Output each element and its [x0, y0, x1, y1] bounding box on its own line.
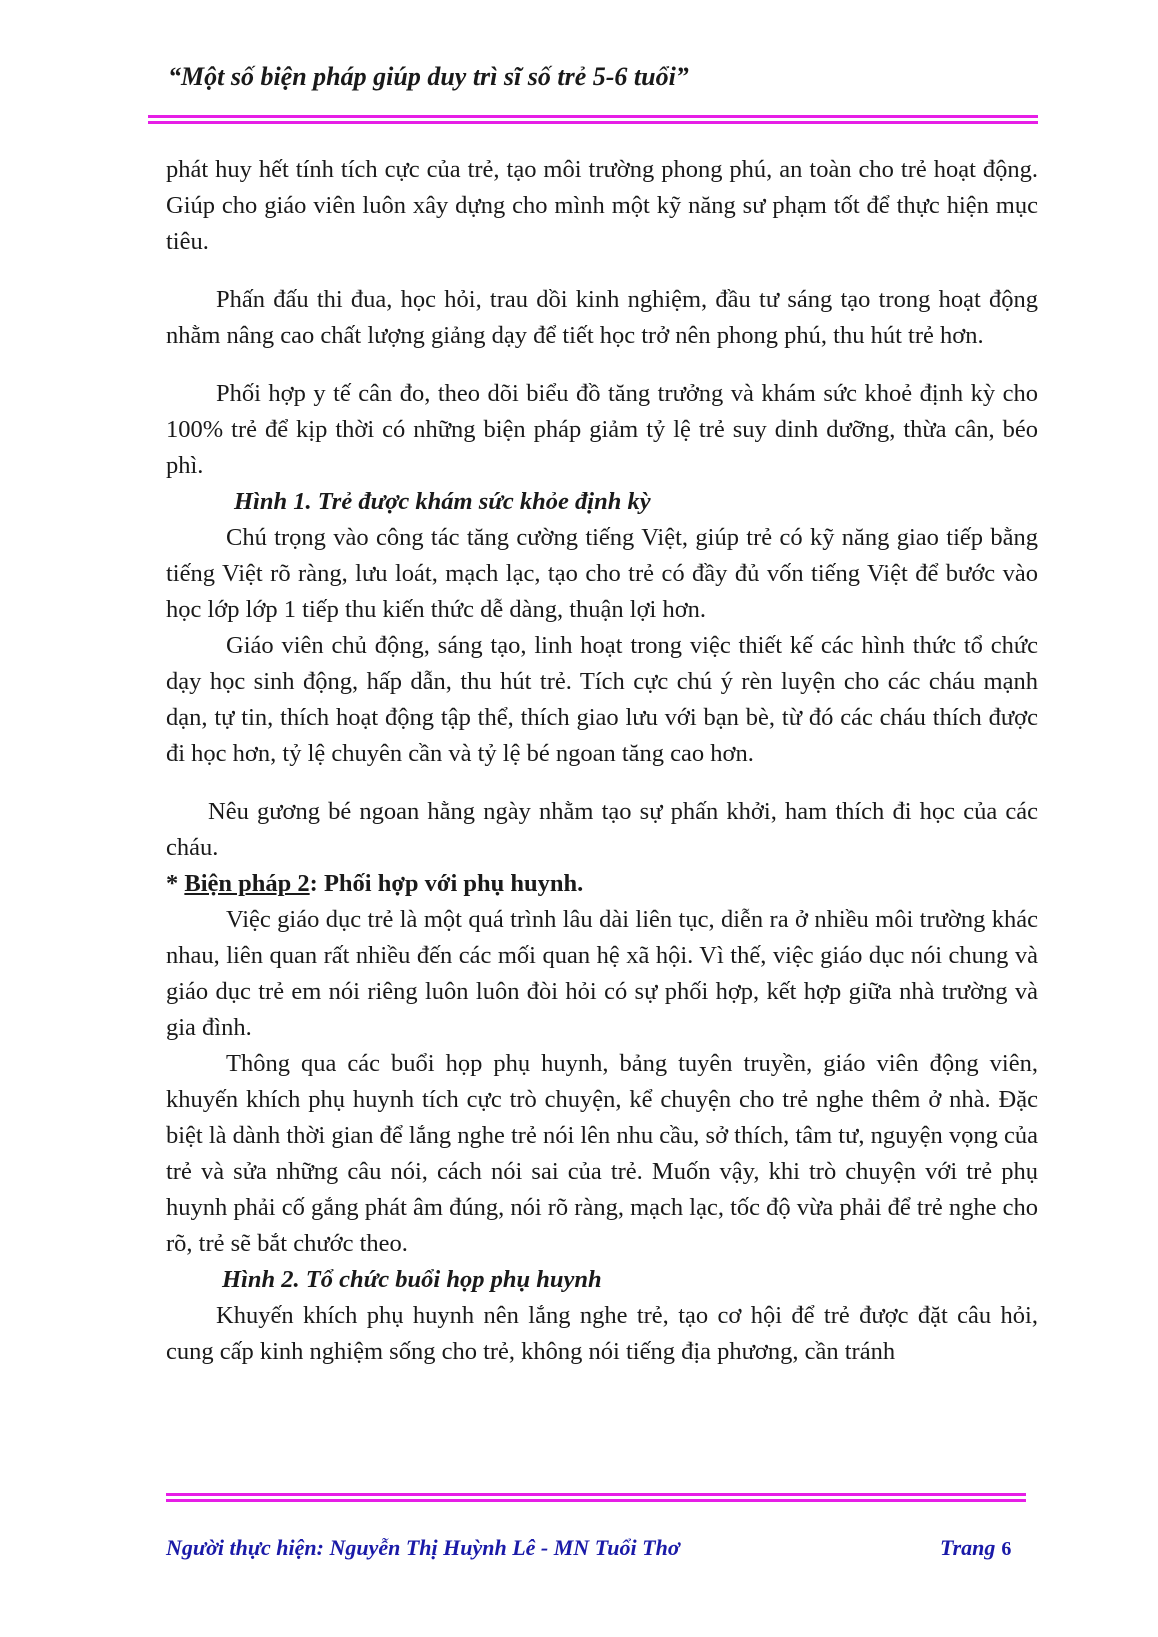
paragraph-2: Phấn đấu thi đua, học hỏi, trau dồi kinh nghiệm, đầu tư sáng tạo trong hoạt động nhằm nâng cao chất lượng giảng dạy để tiết học trở nên phong phú, thu hút trẻ hơn.	[166, 286, 1038, 349]
paragraph-9: Khuyến khích phụ huynh nên lắng nghe trẻ, tạo cơ hội để trẻ được đặt câu hỏi, cung cấp kinh nghiệm sống cho trẻ, không nói tiếng địa phương, cần tránh	[166, 1302, 1038, 1365]
paragraph-8: Thông qua các buổi họp phụ huynh, bảng tuyên truyền, giáo viên động viên, khuyến khích phụ huynh tích cực trò chuyện, kể chuyện cho trẻ nghe thêm ở nhà. Đặc biệt là dành thời gian để lắng nghe trẻ nói lên nhu cầu, sở thích, tâm tư, nguyện vọng của trẻ và sửa những câu nói, cách nói sai của trẻ. Muốn vậy, khi trò chuyện với trẻ phụ huynh phải cố gắng phát âm đúng, nói rõ ràng, mạch lạc, tốc độ vừa phải để trẻ nghe cho rõ, trẻ sẽ bắt chước theo.	[166, 1050, 1038, 1257]
heading-star: *	[166, 870, 185, 897]
figure-caption-2: Hình 2. Tổ chức buổi họp phụ huynh	[222, 1266, 602, 1293]
footer-page-number: 6	[1001, 1538, 1012, 1560]
heading-label: Biện pháp 2	[184, 870, 310, 897]
section-heading	[166, 866, 1038, 902]
footer-divider	[166, 1493, 1026, 1496]
heading-rest: : Phối hợp với phụ huynh.	[309, 870, 584, 897]
paragraph-1: phát huy hết tính tích cực của trẻ, tạo môi trường phong phú, an toàn cho trẻ hoạt động. Giúp cho giáo viên luôn xây dựng cho mình một kỹ năng sư phạm tốt để thực hiện mục tiêu.	[166, 156, 1038, 255]
paragraph-6: Nêu gương bé ngoan hằng ngày nhằm tạo sự phấn khởi, ham thích đi học của các cháu.	[166, 798, 1038, 861]
paragraph-5: Giáo viên chủ động, sáng tạo, linh hoạt trong việc thiết kế các hình thức tổ chức dạy học sinh động, hấp dẫn, thu hút trẻ. Tích cực chú ý rèn luyện cho các cháu mạnh dạn, tự tin, thích hoạt động tập thể, thích giao lưu với bạn bè, từ đó các cháu thích được đi học hơn, tỷ lệ chuyên cần và tỷ lệ bé ngoan tăng cao hơn.	[166, 632, 1038, 767]
paragraph-3: Phối hợp y tế cân đo, theo dõi biểu đồ tăng trưởng và khám sức khoẻ định kỳ cho 100% trẻ để kịp thời có những biện pháp giảm tỷ lệ trẻ suy dinh dưỡng, thừa cân, béo phì.	[166, 380, 1038, 479]
footer-page	[940, 1535, 1011, 1561]
document-body	[166, 152, 1038, 1370]
header-title: “Một số biện pháp giúp duy trì sĩ số trẻ 5-6 tuổi”	[168, 62, 689, 91]
figure-caption-1: Hình 1. Trẻ được khám sức khỏe định kỳ	[234, 488, 651, 515]
paragraph-4: Chú trọng vào công tác tăng cường tiếng Việt, giúp trẻ có kỹ năng giao tiếp bằng tiếng Việt rõ ràng, lưu loát, mạch lạc, tạo cho trẻ có đầy đủ vốn tiếng Việt để bước vào học lớp lớp 1 tiếp thu kiến thức dễ dàng, thuận lợi hơn.	[166, 524, 1038, 623]
paragraph-7: Việc giáo dục trẻ là một quá trình lâu dài liên tục, diễn ra ở nhiều môi trường khác nhau, liên quan rất nhiều đến các mối quan hệ xã hội. Vì thế, việc giáo dục nói chung và giáo dục trẻ em nói riêng luôn luôn đòi hỏi có sự phối hợp, kết hợp giữa nhà trường và gia đình.	[166, 906, 1038, 1041]
header-divider	[148, 115, 1038, 118]
footer-author: Người thực hiện: Nguyễn Thị Huỳnh Lê - MN Tuổi Thơ	[166, 1535, 680, 1560]
footer-page-label: Trang	[940, 1535, 996, 1560]
